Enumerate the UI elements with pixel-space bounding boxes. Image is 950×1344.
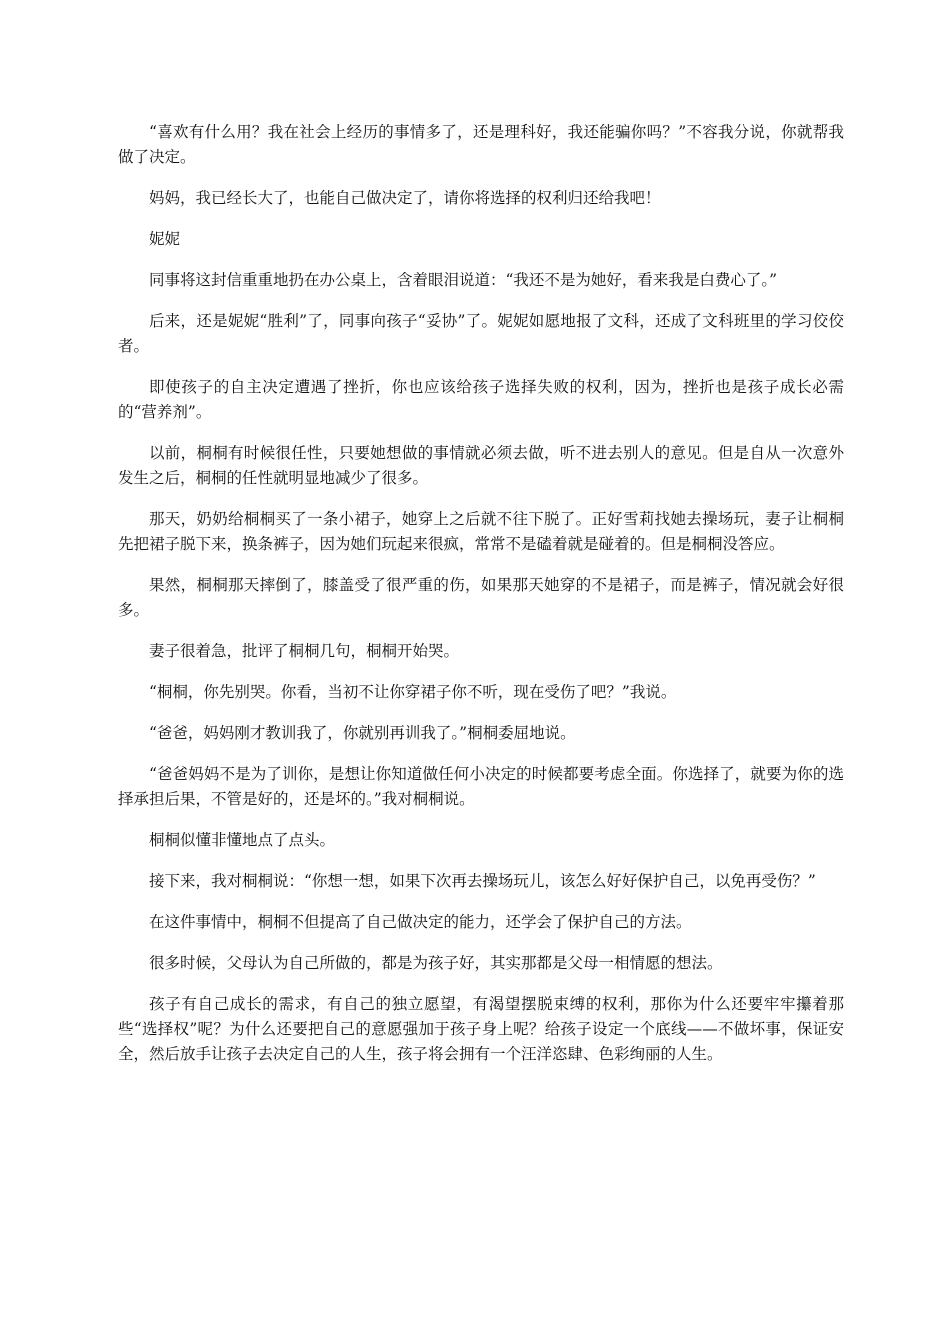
paragraph: 同事将这封信重重地扔在办公桌上，含着眼泪说道：“我还不是为她好，看来我是白费心了。” <box>149 271 778 289</box>
paragraph: 果然，桐桐那天摔倒了，膝盖受了很严重的伤，如果那天她穿的不是裙子，而是裤子，情况就会好很多。 <box>118 576 844 619</box>
paragraph: 那天，奶奶给桐桐买了一条小裙子，她穿上之后就不往下脱了。正好雪莉找她去操场玩，妻子让桐桐先把裙子脱下来，换条裤子，因为她们玩起来很疯，常常不是磕着就是碰着的。但是桐桐没答应。 <box>118 510 844 553</box>
paragraph: 接下来，我对桐桐说：“你想一想，如果下次再去操场玩儿，该怎么好好保护自己，以免再受伤？” <box>149 872 816 890</box>
paragraph: “爸爸，妈妈刚才教训我了，你就别再训我了。”桐桐委屈地说。 <box>149 724 576 742</box>
paragraph: 妻子很着急，批评了桐桐几句，桐桐开始哭。 <box>149 642 460 660</box>
paragraph: 在这件事情中，桐桐不但提高了自己做决定的能力，还学会了保护自己的方法。 <box>149 913 692 931</box>
signature-line: 妮妮 <box>149 230 181 248</box>
document-body <box>118 120 844 1083</box>
paragraph: 后来，还是妮妮“胜利”了，同事向孩子“妥协”了。妮妮如愿地报了文科，还成了文科班里的学习佼佼者。 <box>118 312 844 355</box>
paragraph: 妈妈，我已经长大了，也能自己做决定了，请你将选择的权利归还给我吧！ <box>149 189 661 207</box>
paragraph: 很多时候，父母认为自己所做的，都是为孩子好，其实那都是父母一相情愿的想法。 <box>149 954 723 972</box>
paragraph: 桐桐似懂非懂地点了点头。 <box>149 831 336 849</box>
paragraph: 即使孩子的自主决定遭遇了挫折，你也应该给孩子选择失败的权利，因为，挫折也是孩子成长必需的“营养剂”。 <box>118 378 844 421</box>
paragraph: “爸爸妈妈不是为了训你，是想让你知道做任何小决定的时候都要考虑全面。你选择了，就要为你的选择承担后果，不管是好的，还是坏的。”我对桐桐说。 <box>118 765 844 808</box>
paragraph: “桐桐，你先别哭。你看，当初不让你穿裙子你不听，现在受伤了吧？”我说。 <box>149 683 677 701</box>
paragraph: “喜欢有什么用？我在社会上经历的事情多了，还是理科好，我还能骗你吗？”不容我分说，你就帮我做了决定。 <box>118 123 844 166</box>
paragraph: 孩子有自己成长的需求，有自己的独立愿望，有渴望摆脱束缚的权利，那你为什么还要牢牢攥着那些“选择权”呢？为什么还要把自己的意愿强加于孩子身上呢？给孩子设定一个底线——不做坏事，保证安全，然后放手让孩子去决定自己的人生，孩子将会拥有一个汪洋恣肆、色彩绚丽的人生。 <box>118 995 844 1063</box>
paragraph: 以前，桐桐有时候很任性，只要她想做的事情就必须去做，听不进去别人的意见。但是自从一次意外发生之后，桐桐的任性就明显地减少了很多。 <box>118 444 844 487</box>
